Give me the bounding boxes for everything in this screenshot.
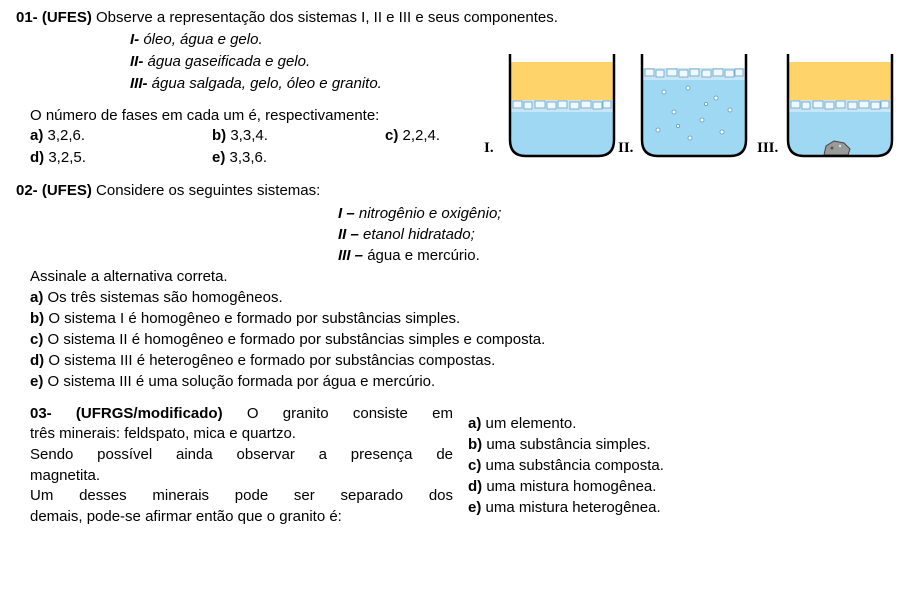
option-letter: c) [30,331,44,348]
beaker-2-water [642,78,746,156]
q3-line-3: Sendo possível ainda observar a presença de [30,446,453,463]
q1-option-c[interactable] [385,127,440,145]
q3-option-e[interactable] [468,499,661,517]
option-letter: b) [468,436,483,453]
q2-system-3 [338,247,480,265]
q2-system-1 [338,205,501,223]
q1-system-text: água salgada, gelo, óleo e granito. [151,75,382,92]
q1-option-a[interactable] [30,127,85,145]
beaker-3 [788,54,892,156]
q3-option-a[interactable] [468,415,576,433]
option-letter: c) [385,127,399,144]
q3-option-c[interactable] [468,457,664,475]
option-letter: d) [30,149,45,166]
q2-intro: Considere os seguintes sistemas: [96,182,321,199]
q2-question: Assinale a alternativa correta. [30,268,228,285]
beaker-3-oil [788,62,892,100]
option-text: uma substância simples. [486,436,651,453]
q3-number: 03- (UFRGS/modificado) [30,405,223,422]
q2-option-e[interactable] [30,373,435,391]
option-letter: a) [30,127,44,144]
option-text: 3,2,6. [47,127,86,144]
figure-label-2: II. [618,140,634,156]
option-letter: d) [30,352,45,369]
q1-header [16,9,558,27]
q2-option-b[interactable] [30,310,460,328]
option-text: O sistema II é homogêneo e formado por substâncias simples e composta. [47,331,546,348]
option-text: uma mistura heterogênea. [485,499,661,516]
option-text: O sistema III é uma solução formada por água e mercúrio. [47,373,436,390]
option-text: um elemento. [485,415,577,432]
q1-system-label: I- [130,31,140,48]
option-letter: a) [468,415,482,432]
option-text: 3,3,6. [229,149,268,166]
q3-line-5: Um desses minerais pode ser separado dos [30,487,453,504]
option-text: Os três sistemas são homogêneos. [47,289,283,306]
q1-system-text: água gaseificada e gelo. [147,53,311,70]
q3-line-6: demais, pode-se afirmar então que o granito é: [30,508,342,525]
q1-question: O número de fases em cada um é, respectivamente: [30,107,380,124]
q1-system-3 [130,75,382,93]
q3-option-b[interactable] [468,436,651,454]
option-text: 2,2,4. [402,127,441,144]
q1-system-1 [130,31,263,49]
option-letter: b) [30,310,45,327]
q2-option-a[interactable] [30,289,283,307]
option-text: O sistema I é homogêneo e formado por substâncias simples. [48,310,461,327]
option-letter: e) [468,499,482,516]
q2-option-d[interactable] [30,352,495,370]
beaker-1-ice-cubes [513,101,611,109]
q1-number: 01- (UFES) [16,9,92,26]
beaker-1-oil [510,62,614,100]
option-text: uma substância composta. [485,457,664,474]
beaker-2-ice-cubes [645,69,743,77]
option-letter: a) [30,289,44,306]
q2-system-text: água e mercúrio. [367,247,480,264]
option-letter: c) [468,457,482,474]
q3-line-1 [30,405,453,423]
beaker-1 [510,54,614,156]
q1-option-b[interactable] [212,127,268,145]
q1-option-d[interactable] [30,149,86,167]
option-text: 3,3,4. [230,127,268,144]
beaker-3-ice-cubes [791,101,889,109]
q2-system-label: I – [338,205,355,222]
q2-option-c[interactable] [30,331,545,349]
option-letter: e) [30,373,44,390]
beaker-2 [642,54,746,156]
figure-label-3: III. [757,140,779,156]
q1-system-text: óleo, água e gelo. [143,31,263,48]
q1-intro: Observe a representação dos sistemas I, II e III e seus componentes. [96,9,558,26]
q1-system-label: II- [130,53,144,70]
q2-system-2 [338,226,475,244]
q3-option-d[interactable] [468,478,656,496]
option-text: uma mistura homogênea. [486,478,657,495]
q2-system-text: etanol hidratado; [363,226,475,243]
q2-number: 02- (UFES) [16,182,92,199]
granite-speck [831,147,834,150]
q1-system-label: III- [130,75,148,92]
q3-line-4: magnetita. [30,467,101,484]
option-letter: e) [212,149,226,166]
option-letter: d) [468,478,483,495]
option-text: O sistema III é heterogêneo e formado por substâncias compostas. [48,352,496,369]
q2-system-label: II – [338,226,359,243]
q3-line-2: três minerais: feldspato, mica e quartzo. [30,425,296,442]
q2-system-label: III – [338,247,364,264]
q2-system-text: nitrogênio e oxigênio; [358,205,502,222]
q3-line-text: O granito consiste em [246,405,453,422]
q1-figure [478,40,898,165]
granite-speck [839,145,841,147]
figure-label-1: I. [484,140,494,156]
option-letter: b) [212,127,227,144]
option-text: 3,2,5. [48,149,86,166]
q1-option-e[interactable] [212,149,267,167]
q2-header [16,182,320,200]
q1-system-2 [130,53,310,71]
